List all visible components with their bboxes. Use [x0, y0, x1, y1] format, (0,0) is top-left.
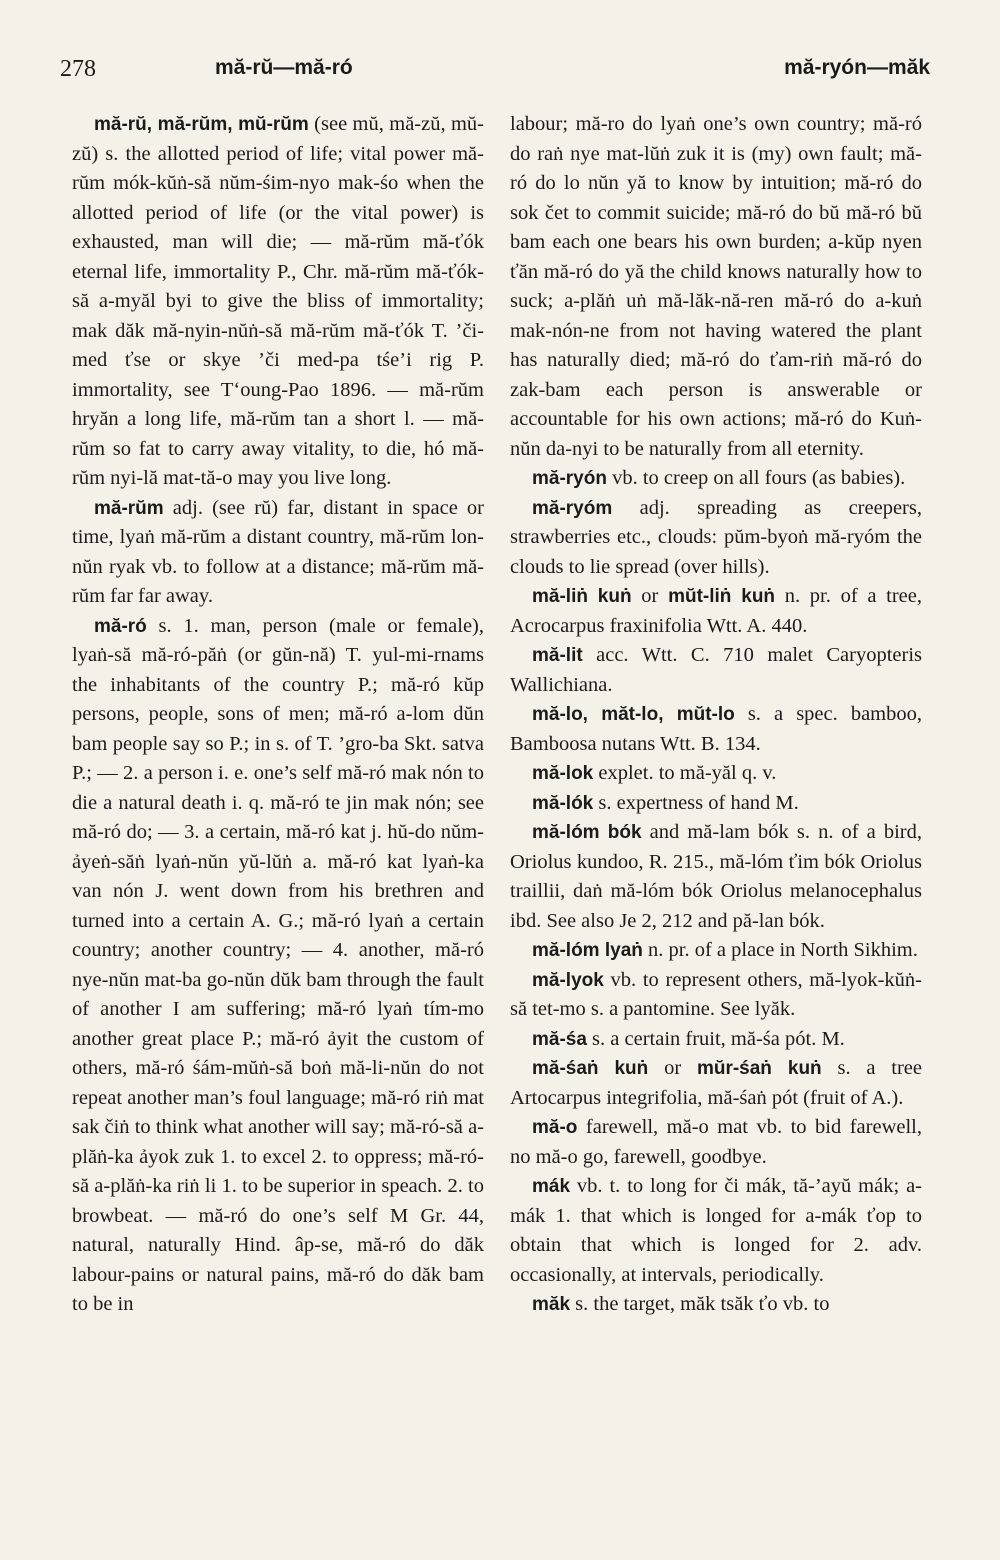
dictionary-entry	[72, 110, 484, 494]
headword: mă-liṅ kuṅ	[532, 586, 632, 607]
definition: farewell, mă-o mat vb. to bid farewell, no mă-o go, farewell, goodbye.	[510, 1116, 922, 1168]
dictionary-entry	[510, 966, 922, 1025]
dictionary-entry	[510, 1113, 922, 1172]
definition: s. a tree Artocarpus integrifolia, mă-śaṅ pót (fruit of A.).	[510, 1057, 922, 1109]
dictionary-entry	[510, 641, 922, 700]
left-guide-word: mă-rŭ—mă-ró	[215, 56, 353, 79]
definition: vb. to creep on all fours (as babies).	[606, 467, 906, 489]
headword-variant: mŭr-śaṅ kuṅ	[696, 1058, 822, 1079]
headword: mă-lo, măt-lo, mŭt-lo	[532, 704, 735, 725]
headword: mă-lok	[532, 763, 594, 784]
headword: mă-śaṅ kuṅ	[532, 1058, 649, 1079]
headword-variant: mŭt-liṅ kuṅ	[668, 586, 776, 607]
dictionary-entry	[510, 1025, 922, 1055]
headword: mă-ryón	[532, 468, 607, 489]
headword: măk	[532, 1294, 571, 1315]
definition: s. 1. man, person (male or female), lyaṅ-să mă-ró-păṅ (or gŭn-nă) T. yul-mi-rnams the inhabitants of the country P.; mă-ró kŭp persons, people, sons of men; mă-ró a-lom dŭn bam people say so P.; in s. of T. ’gro-ba Skt. satva P.; — 2. a person i. e. one’s self mă-ró mak nón to die a natural death i. q. mă-ró te jin mak nón; see mă-ró do; — 3. a certain, mă-ró kat j. hŭ-do nŭm-ảyeṅ-săṅ lyaṅ-nŭn yŭ-lŭṅ a. mă-ró kat lyaṅ-ka van nón J. went down from his brethren and turned into a certain A. G.; mă-ró lyaṅ a certain country; another country; — 4. another, mă-ró nye-nŭn mat-ba go-nŭn dŭk bam through the fault of another I am suffering; mă-ró lyaṅ tím-mo another great place P.; mă-ró ảyit the custom of others, mă-ró śám-mŭṅ-să boṅ mă-li-nŭn do not repeat another man’s foul language; mă-ró riṅ mat sak čiṅ to think what another will say; mă-ró-să a-plăṅ-ka ảyok zuk 1. to excel 2. to oppress; mă-ró-să a-plăṅ-ka riṅ li 1. to be superior in speach. 2. to browbeat. — mă-ró do one’s self M Gr. 44, natural, naturally Hind. âp-se, mă-ró do dăk labour-pains or natural pains, mă-ró do dăk bam to be in	[72, 614, 484, 1315]
dictionary-entry-continued	[510, 110, 922, 464]
headword: mă-lyok	[532, 969, 604, 991]
headword: mă-lóm bók	[532, 822, 642, 843]
dictionary-entry	[72, 494, 484, 612]
headword: mă-lit	[532, 645, 583, 666]
running-header	[60, 56, 930, 92]
dictionary-entry	[510, 700, 922, 759]
right-guide-word: mă-ryón—măk	[784, 56, 930, 79]
headword: mă-ryóm	[532, 497, 613, 519]
dictionary-entry	[72, 612, 484, 1320]
definition: vb. t. to long for či mák, tă-’ayŭ mák; a-mák 1. that which is longed for a-mák ťop to obtain that which is longed for 2. adv. occasionally, at intervals, periodically.	[510, 1175, 922, 1286]
dictionary-entry	[510, 789, 922, 819]
definition: n. pr. of a place in North Sikhim.	[642, 939, 918, 961]
dictionary-entry	[510, 1290, 922, 1320]
definition: (see mŭ, mă-zŭ, mŭ-zŭ) s. the allotted period of life; vital power mă-rŭm mók-kŭṅ-să nŭm-śim-nyo mak-śo when the allotted period of life (or the vital power) is exhausted, man will die; — mă-rŭm mă-ťók eternal life, immortality P., Chr. mă-rŭm mă-ťók-să a-myăl byi to give the bliss of immortality; mak dăk mă-nyin-nŭṅ-să mă-rŭm mă-ťók T. ’či-med ťse or skye ’či med-pa tśe’i rig P. immortality, see T‘oung-Pao 1896. — mă-rŭm hryăn a long life, mă-rŭm tan a short l. — mă-rŭm so fat to carry away vitality, to die, hó mă-rŭm nyi-lă mat-tă-o may you live long.	[72, 113, 484, 489]
definition: explet. to mă-yăl q. v.	[593, 762, 777, 784]
definition: n. pr. of a tree, Acrocarpus fraxinifolia Wtt. A. 440.	[510, 585, 922, 637]
dictionary-entry	[510, 464, 922, 494]
definition: vb. to represent others, mă-lyok-kŭṅ-să tet-mo s. a pantomine. See lyăk.	[510, 968, 922, 1020]
dictionary-entry	[510, 494, 922, 583]
headword: mă-rŭm	[94, 497, 164, 519]
headword: mă-rŭ, mă-rŭm, mŭ-rŭm	[94, 114, 309, 135]
dictionary-entry	[510, 759, 922, 789]
definition: s. a spec. bamboo, Bamboosa nutans Wtt. B. 134.	[510, 703, 923, 755]
definition: s. the target, măk tsăk ťo vb. to	[570, 1293, 830, 1315]
dictionary-entry	[510, 1172, 922, 1290]
headword: mák	[532, 1176, 571, 1197]
definition: labour; mă-ro do lyaṅ one’s own country; mă-ró do raṅ nye mat-lŭṅ zuk it is (my) own fault; mă-ró do lo nŭn yă to know by intuition; mă-ró do sok čet to commit suicide; mă-ró do bŭ mă-ró bŭ bam each one bears his own burden; a-kŭp nyen ťăn mă-ró do yă the child knows naturally how to suck; a-plăṅ uṅ mă-lăk-nă-ren mă-ró do a-kuṅ mak-nón-ne from not having watered the plant has naturally died; mă-ró do ťam-riṅ mă-ró do zak-bam each person is answerable or accountable for his own actions; mă-ró do Kuṅ-nŭn da-nyi to be naturally from all eternity.	[510, 113, 922, 460]
page-number: 278	[60, 56, 96, 82]
definition: s. a certain fruit, mă-śa pót. M.	[586, 1027, 845, 1050]
definition: adj. (see rŭ) far, distant in space or time, lyaṅ mă-rŭm a distant country, mă-rŭm lon-nŭn ryak vb. to follow at a distance; mă-rŭm mă-rŭm far far away.	[72, 496, 484, 607]
dictionary-entry	[510, 1054, 922, 1113]
left-column	[72, 110, 484, 1320]
dictionary-entry	[510, 582, 922, 641]
headword: mă-śa	[532, 1028, 587, 1050]
definition: s. expertness of hand M.	[593, 791, 799, 814]
definition-connector: or	[631, 585, 669, 607]
definition: adj. spreading as creepers, strawberries etc., clouds: pŭm-byoṅ mă-ryóm the clouds to lie spread (over hills).	[510, 496, 922, 578]
dictionary-entry	[510, 936, 922, 966]
definition: and mă-lam bók s. n. of a bird, Oriolus kundoo, R. 215., mă-lóm ťim bók Oriolus traillii, daṅ mă-lóm bók Oriolus melanocephalus ibd. See also Je 2, 212 and pă-lan bók.	[510, 821, 923, 932]
definition-connector: or	[648, 1057, 697, 1079]
headword: mă-lóm lyaṅ	[532, 940, 643, 961]
dictionary-entry	[510, 818, 922, 936]
definition: acc. Wtt. C. 710 malet Caryopteris Wallichiana.	[510, 644, 922, 696]
headword: mă-lók	[532, 792, 594, 814]
headword: mă-ró	[94, 615, 147, 637]
right-column	[510, 110, 922, 1320]
headword: mă-o	[532, 1117, 578, 1138]
